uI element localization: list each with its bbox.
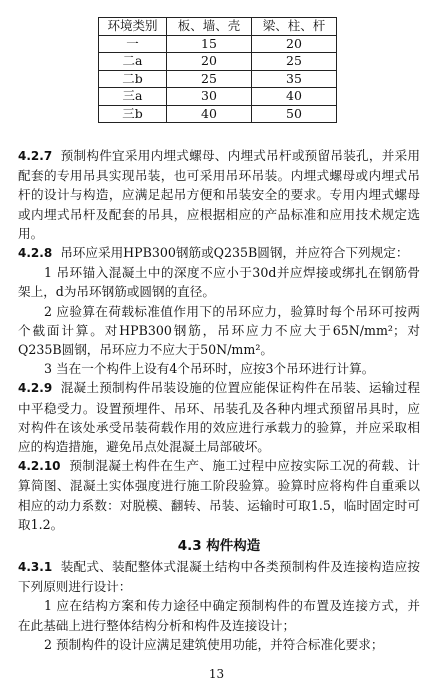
table-row	[99, 35, 337, 53]
table-row	[99, 88, 337, 106]
clause-item: 2 预制构件的设计应满足建筑使用功能，并符合标准化要求；	[44, 636, 384, 652]
table-cell: 三b	[99, 105, 167, 123]
table-cell: 35	[252, 70, 337, 88]
table-row	[99, 105, 337, 123]
table-cell: 20	[252, 35, 337, 53]
clause-4-2-9	[18, 378, 420, 456]
clause-number: 4.2.8	[18, 246, 53, 261]
table-cell: 40	[252, 88, 337, 106]
table-header-cell: 板、墙、壳	[167, 18, 252, 36]
clause-text: 装配式、装配整体式混凝土结构中各类预制构件及连接构造应按下列原则进行设计：	[18, 559, 421, 595]
table-row	[99, 70, 337, 88]
table-cell: 25	[167, 70, 252, 88]
clause-item: 3 当在一个构件上设有4个吊环时，应按3个吊环进行计算。	[44, 361, 375, 377]
table-cell: 20	[167, 53, 252, 71]
clause-text: 预制混凝土构件在生产、施工过程中应按实际工况的荷载、计算简图、混凝土实体强度进行施工阶段验算。验算时应将构件自重乘以相应的动力系数：对脱模、翻转、吊装、运输时可取1.5，临时固定时可取1.2。	[18, 458, 420, 532]
table-cell: 25	[252, 53, 337, 71]
table-cell: 二b	[99, 70, 167, 88]
clause-text: 吊环应采用HPB300钢筋或Q235B圆钢，并应符合下列规定：	[60, 245, 409, 261]
clause-item: 1 吊环锚入混凝土中的深度不应小于30d并应焊接或绑扎在钢筋骨架上，d为吊环钢筋或圆钢的直径。	[18, 265, 420, 300]
clause-4-2-7	[18, 146, 420, 243]
table-cell: 30	[167, 88, 252, 106]
table-row	[99, 53, 337, 71]
clause-4-2-10	[18, 456, 420, 534]
table-header-cell: 环境类别	[99, 18, 167, 36]
table-cell: 50	[252, 105, 337, 123]
clause-number: 4.3.1	[18, 560, 53, 575]
table-cell: 二a	[99, 53, 167, 71]
page-number: 13	[208, 667, 225, 681]
clause-4-3-1	[18, 557, 420, 596]
clause-number: 4.2.9	[18, 381, 53, 396]
clause-number: 4.2.10	[18, 459, 61, 474]
table-header-row	[99, 18, 337, 36]
body-text	[18, 146, 420, 654]
cover-thickness-table	[98, 17, 337, 123]
clause-text: 预制构件宜采用内埋式螺母、内埋式吊杆或预留吊装孔，并采用配套的专用吊具实现吊装，也可采用吊环吊装。内埋式螺母或内埋式吊杆的设计与构造，应满足起吊方便和吊装安全的要求。专用内埋式螺母或内埋式吊杆及配套的吊具，应根据相应的产品标准和应用技术规定选用。	[18, 148, 421, 241]
table-cell: 三a	[99, 88, 167, 106]
clause-number: 4.2.7	[18, 149, 53, 163]
clause-text: 混凝土预制构件吊装设施的位置应能保证构件在吊装、运输过程中平稳受力。设置预埋件、吊环、吊装孔及各种内埋式预留吊具时，应对构件在该处承受吊装荷载作用的效应进行承载力的验算，并应采取相应的构造措施，避免吊点处混凝土局部破坏。	[18, 380, 421, 455]
table-cell: 一	[99, 35, 167, 53]
table-cell: 15	[167, 35, 252, 53]
table-cell: 40	[167, 105, 252, 123]
clause-item: 1 应在结构方案和传力途径中确定预制构件的布置及连接方式，并在此基础上进行整体结构分析和构件及连接设计；	[18, 598, 420, 633]
clause-item: 2 应验算在荷载标准值作用下的吊环应力，验算时每个吊环可按两个截面计算。对HPB300钢筋，吊环应力不应大于65N/mm²；对Q235B圆钢，吊环应力不应大于50N/mm²。	[18, 303, 420, 358]
clause-4-2-8	[18, 243, 420, 263]
table-header-cell: 梁、柱、杆	[252, 18, 337, 36]
section-heading: 4.3 构件构造	[177, 538, 261, 555]
